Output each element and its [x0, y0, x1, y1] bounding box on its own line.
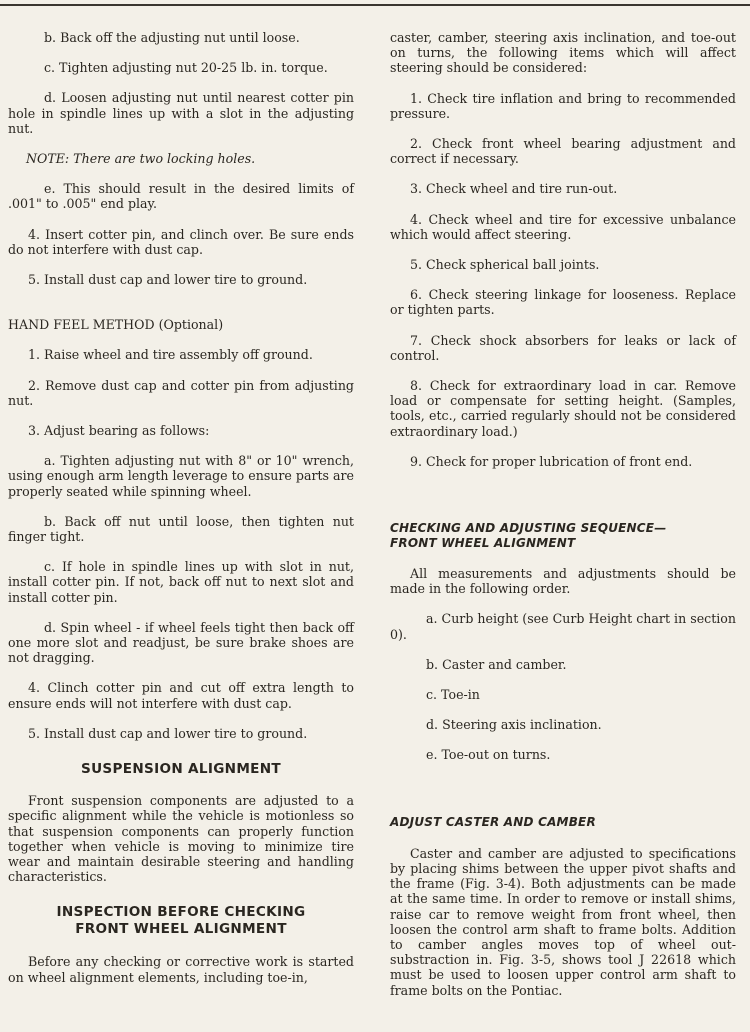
- hand-feel-step-3d: d. Spin wheel - if wheel feels tight then back off one more slot and readjust, be sure brake shoes are not dragging.: [8, 619, 354, 666]
- check-item-5: 5. Check spherical ball joints.: [410, 257, 600, 273]
- inspection-heading-line-1: INSPECTION BEFORE CHECKING: [56, 904, 306, 921]
- sequence-text: All measurements and adjustments should be made in the following order.: [390, 566, 736, 597]
- check-item-3: 3. Check wheel and tire run-out.: [410, 181, 618, 197]
- suspension-alignment-heading: SUSPENSION ALIGNMENT: [81, 761, 281, 778]
- hand-feel-step-5: 5. Install dust cap and lower tire to ground.: [28, 725, 308, 741]
- step-c: c. Tighten adjusting nut 20-25 lb. in. torque.: [44, 60, 328, 76]
- hand-feel-step-3c: c. If hole in spindle lines up with slot in nut, install cotter pin. If not, back off nut to next slot and install cotter pin.: [8, 559, 354, 605]
- hand-feel-step-1: 1. Raise wheel and tire assembly off ground.: [28, 347, 313, 363]
- adjust-caster-camber-text: Caster and camber are adjusted to specifications by placing shims between the upper pivot shafts and the frame (Fig. 3-4). Both adjustments can be made at the same time. In order to remove or install shims, raise car to remove weight from front wheel, then loosen the control arm shaft to frame bolts. Addition to camber angles moves top of wheel out-substraction in. Fig. 3-5, shows tool J 22618 which must be used to loosen upper control arm shaft to frame bolts on the Pontiac.: [390, 845, 736, 998]
- check-item-4: 4. Check wheel and tire for excessive unbalance which would affect steering.: [390, 211, 736, 242]
- step-e: e. This should result in the desired limits of .001" to .005" end play.: [8, 181, 354, 212]
- left-column: [8, 30, 354, 985]
- check-item-8: 8. Check for extraordinary load in car. Remove load or compensate for setting height. (Samples, tools, etc., carried regularly should not be considered extraordinary load.): [390, 378, 736, 439]
- note: NOTE: There are two locking holes.: [26, 151, 256, 167]
- adjust-caster-camber-heading: ADJUST CASTER AND CAMBER: [390, 814, 596, 829]
- sequence-item-d: d. Steering axis inclination.: [426, 717, 602, 733]
- check-item-7: 7. Check shock absorbers for leaks or lack of control.: [390, 332, 736, 363]
- inspection-continued-text: caster, camber, steering axis inclination, and toe-out on turns, the following items which will affect steering should be considered:: [390, 30, 736, 76]
- check-item-9: 9. Check for proper lubrication of front end.: [410, 453, 693, 469]
- step-d: d. Loosen adjusting nut until nearest cotter pin hole in spindle lines up with a slot in the adjusting nut.: [8, 90, 354, 136]
- sequence-heading-line-1: CHECKING AND ADJUSTING SEQUENCE—: [390, 521, 667, 536]
- hand-feel-title: HAND FEEL METHOD (Optional): [8, 317, 224, 333]
- right-column: [390, 30, 736, 998]
- hand-feel-step-3a: a. Tighten adjusting nut with 8" or 10" wrench, using enough arm length leverage to ensure parts are properly seated while spinning wheel.: [8, 453, 354, 499]
- inspection-heading-line-2: FRONT WHEEL ALIGNMENT: [75, 921, 287, 938]
- check-item-6: 6. Check steering linkage for looseness. Replace or tighten parts.: [390, 287, 736, 318]
- check-item-2: 2. Check front wheel bearing adjustment and correct if necessary.: [390, 136, 736, 167]
- sequence-item-c: c. Toe-in: [426, 687, 480, 703]
- sequence-heading-line-2: FRONT WHEEL ALIGNMENT: [390, 536, 576, 551]
- inspection-text: Before any checking or corrective work is started on wheel alignment elements, including toe-in,: [8, 954, 354, 985]
- top-rule: [0, 4, 750, 6]
- sequence-item-e: e. Toe-out on turns.: [426, 747, 551, 763]
- sequence-item-a: a. Curb height (see Curb Height chart in section 0).: [390, 611, 736, 642]
- check-item-1: 1. Check tire inflation and bring to recommended pressure.: [390, 90, 736, 121]
- hand-feel-step-4: 4. Clinch cotter pin and cut off extra length to ensure ends will not interfere with dust cap.: [8, 680, 354, 711]
- hand-feel-step-3b: b. Back off nut until loose, then tighten nut finger tight.: [8, 513, 354, 545]
- step-5: 5. Install dust cap and lower tire to ground.: [28, 272, 308, 288]
- step-4: 4. Insert cotter pin, and clinch over. Be sure ends do not interfere with dust cap.: [8, 226, 354, 257]
- hand-feel-step-3: 3. Adjust bearing as follows:: [28, 423, 210, 439]
- suspension-alignment-text: Front suspension components are adjusted to a specific alignment while the vehicle is motionless so that suspension components can properly function together when vehicle is moving to minimize tire wear and maintain desirable steering and handling characteristics.: [8, 793, 354, 885]
- step-b: b. Back off the adjusting nut until loose.: [44, 30, 300, 45]
- hand-feel-step-2: 2. Remove dust cap and cotter pin from adjusting nut.: [8, 377, 354, 408]
- sequence-item-b: b. Caster and camber.: [426, 656, 567, 672]
